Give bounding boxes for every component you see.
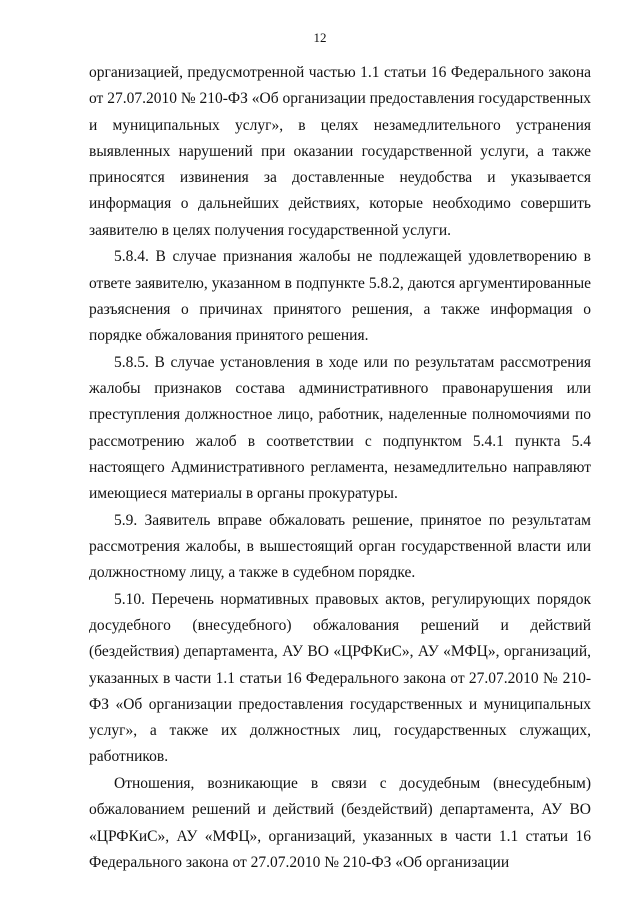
paragraph-5-9: 5.9. Заявитель вправе обжаловать решение, принятое по результатам рассмотрения жалобы, в вышестоящий орган государственной власти или должностному лицу, а также в судебном порядке. <box>89 511 591 582</box>
paragraph-relations: Отношения, возникающие в связи с досудебным (внесудебным) обжалованием решений и действий (бездействий) департамента, АУ ВО «ЦРФКиС», АУ «МФЦ», организаций, указанных в части 1.1 статьи 16 Федерального закона от 27.07.2010 № 210-ФЗ «Об организации <box>89 774 591 871</box>
paragraph-continuation: организацией, предусмотренной частью 1.1 статьи 16 Федерального закона от 27.07.2010 № 210-ФЗ «Об организации предоставления государственных и муниципальных услуг», в целях незамедлительного устранения выявленных нарушений при оказании государственной услуги, а также приносятся извинения за доставленные неудобства и указывается информация о дальнейших действиях, которые необходимо совершить заявителю в целях получения государственной услуги. <box>89 64 591 239</box>
paragraph-5-10: 5.10. Перечень нормативных правовых актов, регулирующих порядок досудебного (внесудебного) обжалования решений и действий (бездействия) департамента, АУ ВО «ЦРФКиС», АУ «МФЦ», организаций, указанных в части 1.1 статьи 16 Федерального закона от 27.07.2010 № 210-ФЗ «Об организации предоставления государственных и муниципальных услуг», а также их должностных лиц, государственных служащих, работников. <box>89 590 591 766</box>
paragraph-5-8-4: 5.8.4. В случае признания жалобы не подлежащей удовлетворению в ответе заявителю, указанном в подпункте 5.8.2, даются аргументированные разъяснения о причинах принятого решения, а также информация о порядке обжалования принятого решения. <box>89 248 591 345</box>
paragraph-5-8-5: 5.8.5. В случае установления в ходе или по результатам рассмотрения жалобы признаков состава административного правонарушения или преступления должностное лицо, работник, наделенные полномочиями по рассмотрению жалоб в соответствии с подпунктом 5.4.1 пункта 5.4 настоящего Административного регламента, незамедлительно направляют имеющиеся материалы в органы прокуратуры. <box>89 353 591 503</box>
page-number: 12 <box>313 30 327 45</box>
document-body <box>89 60 591 876</box>
